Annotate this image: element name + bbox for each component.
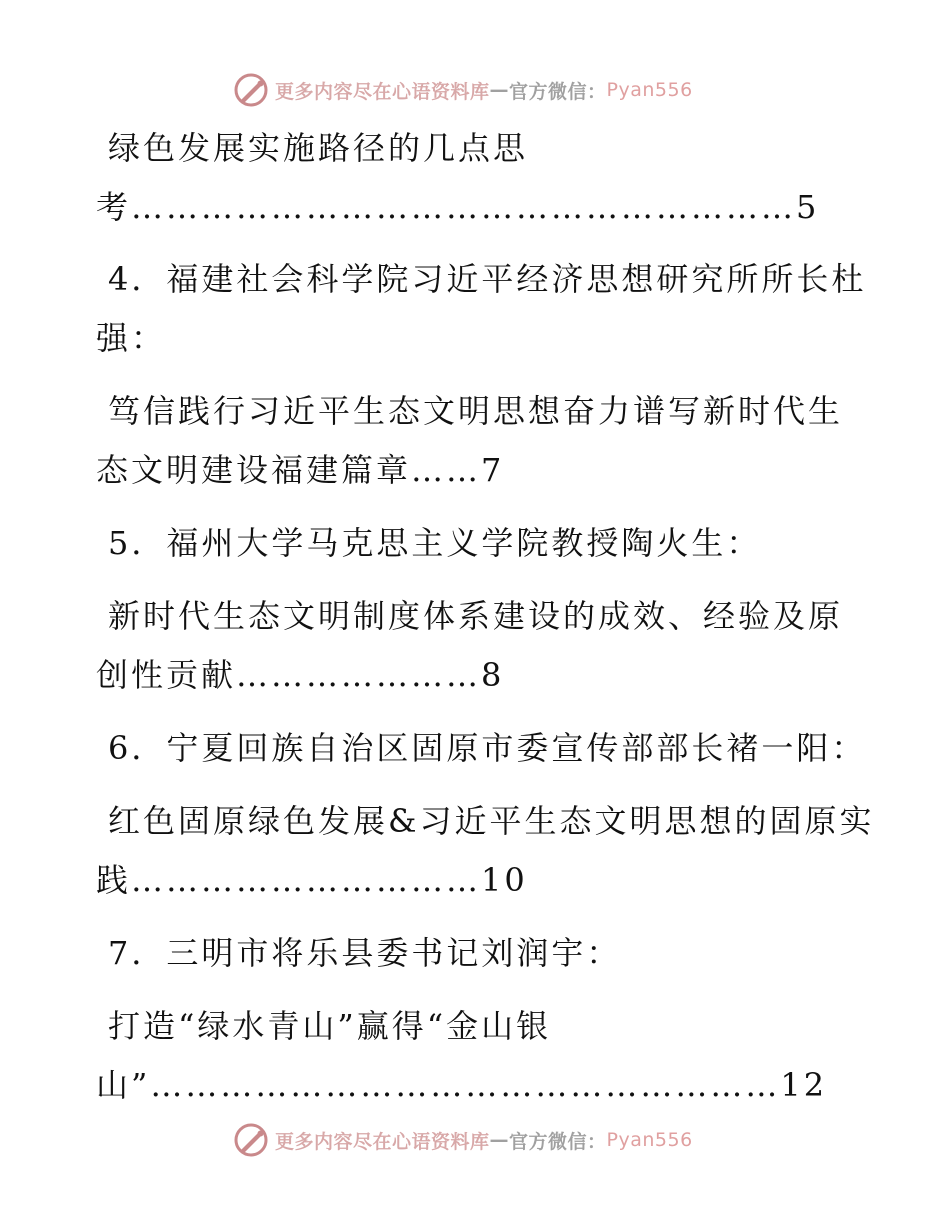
watermark-wechat-id: Pyan556	[606, 1129, 693, 1151]
toc-line: 绿色发展实施路径的几点思	[108, 129, 529, 167]
watermark-main-text: 更多内容尽在心语资料库	[275, 80, 490, 103]
toc-line: 6．宁夏回族自治区固原市委宣传部部长褚一阳：	[108, 729, 867, 767]
watermark-dash: —	[489, 1129, 510, 1151]
watermark-header	[233, 70, 693, 110]
toc-line: 强：	[96, 319, 167, 357]
toc-line: 创性贡献…………………8	[96, 656, 505, 694]
toc-line: 4．福建社会科学院习近平经济思想研究所所长杜	[108, 260, 867, 298]
watermark-wechat-id: Pyan556	[606, 79, 693, 101]
toc-line: 践…………………………10	[96, 861, 528, 899]
watermark-official-label: 官方微信：	[509, 1130, 607, 1153]
toc-line: 红色固原绿色发展&习近平生态文明思想的固原实	[108, 802, 875, 840]
pen-logo-icon	[233, 1122, 269, 1158]
watermark-footer	[233, 1120, 693, 1160]
toc-line: 山”………………………………………………12	[96, 1066, 828, 1104]
watermark-dash: —	[489, 79, 510, 101]
toc-line: 笃信践行习近平生态文明思想奋力谱写新时代生	[108, 392, 844, 430]
pen-logo-icon	[233, 72, 269, 108]
watermark-main-text: 更多内容尽在心语资料库	[275, 1130, 490, 1153]
toc-line: 7．三明市将乐县委书记刘润宇：	[108, 934, 622, 972]
toc-line: 新时代生态文明制度体系建设的成效、经验及原	[108, 597, 844, 635]
toc-line: 打造“绿水青山”赢得“金山银	[108, 1007, 552, 1045]
toc-line: 5．福州大学马克思主义学院教授陶火生：	[108, 524, 762, 562]
watermark-official-label: 官方微信：	[509, 80, 607, 103]
toc-line: 态文明建设福建篇章……7	[96, 451, 505, 489]
toc-line: 考…………………………………………………5	[96, 188, 820, 226]
